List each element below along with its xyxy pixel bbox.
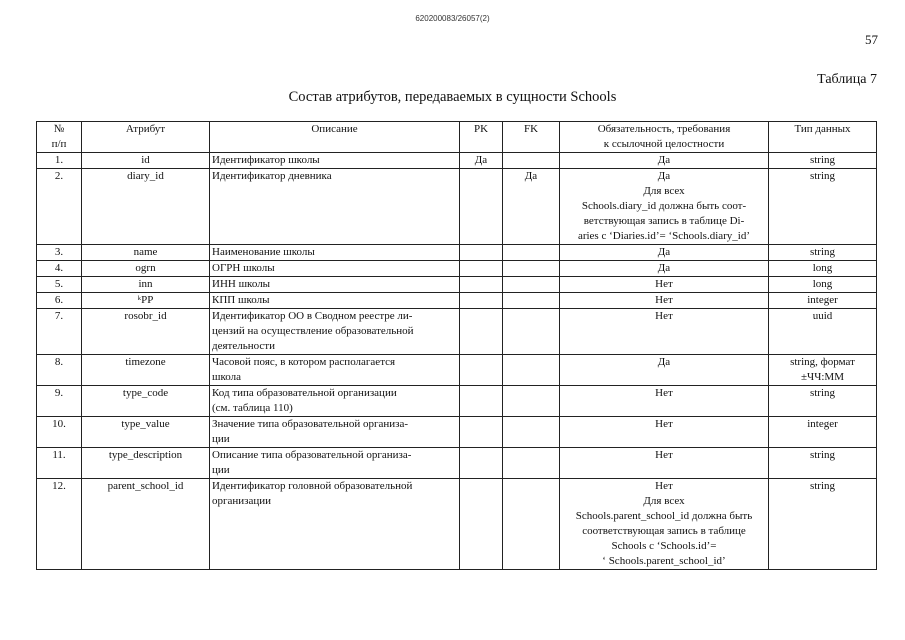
cell-description-line: Идентификатор ОО в Сводном реестре ли- <box>212 310 413 322</box>
cell-fk <box>503 261 560 277</box>
cell-fk <box>503 293 560 309</box>
cell-fk <box>503 479 560 570</box>
cell-requirement <box>560 153 769 169</box>
cell-description-line: Идентификатор головной образовательной <box>212 480 413 492</box>
cell-requirement-line: Для всех <box>643 185 685 197</box>
cell-attribute: inn <box>82 277 210 293</box>
cell-requirement <box>560 277 769 293</box>
cell-number: 6. <box>37 293 82 309</box>
cell-number: 5. <box>37 277 82 293</box>
cell-datatype-line: ±ЧЧ:ММ <box>801 371 844 383</box>
cell-fk: Да <box>503 169 560 245</box>
cell-requirement <box>560 309 769 355</box>
cell-requirement <box>560 417 769 448</box>
cell-description <box>210 245 460 261</box>
table-row <box>37 309 877 355</box>
cell-number: 8. <box>37 355 82 386</box>
table-body <box>37 153 877 570</box>
cell-requirement-line: ветствующая запись в таблице Di- <box>583 215 745 227</box>
col-header-requirement-line: к ссылочной целостности <box>603 138 725 150</box>
cell-description <box>210 153 460 169</box>
cell-datatype <box>769 386 877 417</box>
cell-description-line: организации <box>212 495 272 507</box>
col-header-requirement-line: Обязательность, требования <box>597 123 731 135</box>
cell-number: 2. <box>37 169 82 245</box>
cell-requirement <box>560 386 769 417</box>
col-header-datatype <box>769 122 877 153</box>
table-label: Таблица 7 <box>817 72 877 87</box>
cell-attribute: timezone <box>82 355 210 386</box>
cell-number: 1. <box>37 153 82 169</box>
cell-description-line: Идентификатор школы <box>212 154 320 166</box>
cell-requirement-line: соответствующая запись в таблице <box>582 525 746 537</box>
cell-description-line: Код типа образовательной организации <box>212 387 397 399</box>
cell-number: 4. <box>37 261 82 277</box>
cell-datatype-line: string <box>809 449 836 461</box>
cell-description-line: ИНН школы <box>212 278 271 290</box>
cell-requirement-line: aries с ‘Diaries.id’= ‘Schools.diary_id’ <box>577 230 751 242</box>
cell-pk: Да <box>460 153 503 169</box>
col-header-number-line: № <box>53 123 65 135</box>
cell-number: 11. <box>37 448 82 479</box>
cell-requirement-line: Нет <box>655 294 673 306</box>
cell-requirement-line: Нет <box>655 278 673 290</box>
cell-requirement <box>560 448 769 479</box>
cell-requirement <box>560 293 769 309</box>
cell-description-line: цензий на осуществление образовательной <box>212 325 414 337</box>
cell-description-line: (см. таблица 110) <box>212 402 293 414</box>
cell-attribute: rosobr_id <box>82 309 210 355</box>
cell-attribute: name <box>82 245 210 261</box>
cell-requirement <box>560 479 769 570</box>
cell-attribute: ᵏPP <box>82 293 210 309</box>
cell-datatype-line: integer <box>807 418 838 430</box>
cell-description-line: Часовой пояс, в котором располагается <box>212 356 396 368</box>
cell-requirement <box>560 355 769 386</box>
cell-datatype-line: string <box>809 246 836 258</box>
cell-datatype-line: long <box>812 278 833 290</box>
cell-requirement-line: Нет <box>655 480 673 492</box>
attributes-table <box>36 121 877 570</box>
cell-requirement-line: Да <box>657 356 671 368</box>
cell-description <box>210 479 460 570</box>
table-row <box>37 261 877 277</box>
cell-attribute: type_description <box>82 448 210 479</box>
cell-requirement <box>560 169 769 245</box>
cell-requirement-line: Нет <box>655 310 673 322</box>
cell-fk <box>503 386 560 417</box>
cell-pk <box>460 386 503 417</box>
cell-datatype <box>769 153 877 169</box>
cell-pk <box>460 417 503 448</box>
table-row <box>37 153 877 169</box>
cell-number: 3. <box>37 245 82 261</box>
table-row <box>37 448 877 479</box>
cell-datatype <box>769 309 877 355</box>
table-row <box>37 386 877 417</box>
table-row <box>37 479 877 570</box>
cell-fk <box>503 277 560 293</box>
cell-requirement-line: Schools.parent_school_id должна быть <box>575 510 753 522</box>
cell-datatype-line: integer <box>807 294 838 306</box>
cell-description-line: ции <box>212 464 230 476</box>
cell-requirement-line: Нет <box>655 387 673 399</box>
cell-datatype-line: uuid <box>812 310 833 322</box>
col-header-attribute <box>82 122 210 153</box>
cell-datatype-line: string <box>809 387 836 399</box>
cell-requirement-line: Нет <box>655 418 673 430</box>
cell-pk <box>460 309 503 355</box>
table-row <box>37 245 877 261</box>
cell-requirement-line: Да <box>657 154 671 166</box>
col-header-description <box>210 122 460 153</box>
cell-requirement-line: Schools с ‘Schools.id’= <box>611 540 717 552</box>
cell-datatype-line: string <box>809 170 836 182</box>
cell-description-line: Описание типа образовательной организа- <box>212 449 412 461</box>
cell-fk <box>503 153 560 169</box>
cell-description-line: школа <box>212 371 241 383</box>
cell-pk <box>460 261 503 277</box>
cell-datatype-line: string, формат <box>790 356 855 368</box>
table-row <box>37 169 877 245</box>
cell-number: 7. <box>37 309 82 355</box>
cell-datatype <box>769 169 877 245</box>
cell-attribute: id <box>82 153 210 169</box>
col-header-pk <box>460 122 503 153</box>
cell-description-line: Значение типа образовательной организа- <box>212 418 409 430</box>
cell-datatype <box>769 277 877 293</box>
cell-pk <box>460 448 503 479</box>
table-row <box>37 277 877 293</box>
cell-description-line: ОГРН школы <box>212 262 275 274</box>
cell-description <box>210 261 460 277</box>
cell-description <box>210 277 460 293</box>
cell-number: 9. <box>37 386 82 417</box>
cell-description-line: КПП школы <box>212 294 270 306</box>
cell-pk <box>460 355 503 386</box>
cell-requirement-line: Да <box>657 170 671 182</box>
cell-requirement <box>560 245 769 261</box>
cell-datatype-line: long <box>812 262 833 274</box>
cell-pk <box>460 169 503 245</box>
col-header-fk-line: FK <box>523 123 539 135</box>
col-header-fk <box>503 122 560 153</box>
cell-description-line: ции <box>212 433 230 445</box>
cell-description <box>210 169 460 245</box>
cell-datatype <box>769 245 877 261</box>
col-header-pk-line: PK <box>473 123 489 135</box>
cell-description-line: Идентификатор дневника <box>212 170 332 182</box>
col-header-number <box>37 122 82 153</box>
cell-datatype <box>769 355 877 386</box>
cell-number: 12. <box>37 479 82 570</box>
cell-pk <box>460 293 503 309</box>
cell-datatype <box>769 293 877 309</box>
col-header-requirement <box>560 122 769 153</box>
col-header-description-line: Описание <box>311 123 358 135</box>
cell-description <box>210 448 460 479</box>
cell-attribute: type_code <box>82 386 210 417</box>
cell-description <box>210 355 460 386</box>
cell-fk <box>503 309 560 355</box>
col-header-number-line: п/п <box>51 138 67 150</box>
cell-requirement-line: ‘ Schools.parent_school_id’ <box>602 555 726 567</box>
cell-description <box>210 417 460 448</box>
cell-datatype <box>769 448 877 479</box>
document-id: 620200083/26057(2) <box>415 14 490 23</box>
table-row <box>37 293 877 309</box>
cell-description-line: деятельности <box>212 340 275 352</box>
cell-datatype <box>769 417 877 448</box>
cell-fk <box>503 355 560 386</box>
cell-description <box>210 309 460 355</box>
cell-attribute: ogrn <box>82 261 210 277</box>
cell-datatype <box>769 479 877 570</box>
cell-requirement-line: Да <box>657 262 671 274</box>
col-header-attribute-line: Атрибут <box>125 123 166 135</box>
cell-requirement-line: Schools.diary_id должна быть соот- <box>581 200 747 212</box>
cell-pk <box>460 479 503 570</box>
table-title: Состав атрибутов, передаваемых в сущности Schools <box>288 89 617 105</box>
cell-description <box>210 293 460 309</box>
cell-datatype <box>769 261 877 277</box>
cell-attribute: parent_school_id <box>82 479 210 570</box>
page-number: 57 <box>865 32 878 47</box>
cell-attribute: diary_id <box>82 169 210 245</box>
cell-description <box>210 386 460 417</box>
cell-requirement-line: Нет <box>655 449 673 461</box>
cell-requirement-line: Для всех <box>643 495 685 507</box>
cell-datatype-line: string <box>809 480 836 492</box>
cell-fk <box>503 448 560 479</box>
cell-pk <box>460 245 503 261</box>
table-header-row <box>37 122 877 153</box>
cell-requirement <box>560 261 769 277</box>
cell-pk <box>460 277 503 293</box>
cell-requirement-line: Да <box>657 246 671 258</box>
table-row <box>37 417 877 448</box>
cell-fk <box>503 417 560 448</box>
cell-number: 10. <box>37 417 82 448</box>
cell-datatype-line: string <box>809 154 836 166</box>
cell-attribute: type_value <box>82 417 210 448</box>
cell-description-line: Наименование школы <box>212 246 315 258</box>
cell-fk <box>503 245 560 261</box>
table-row <box>37 355 877 386</box>
col-header-datatype-line: Тип данных <box>794 123 851 135</box>
